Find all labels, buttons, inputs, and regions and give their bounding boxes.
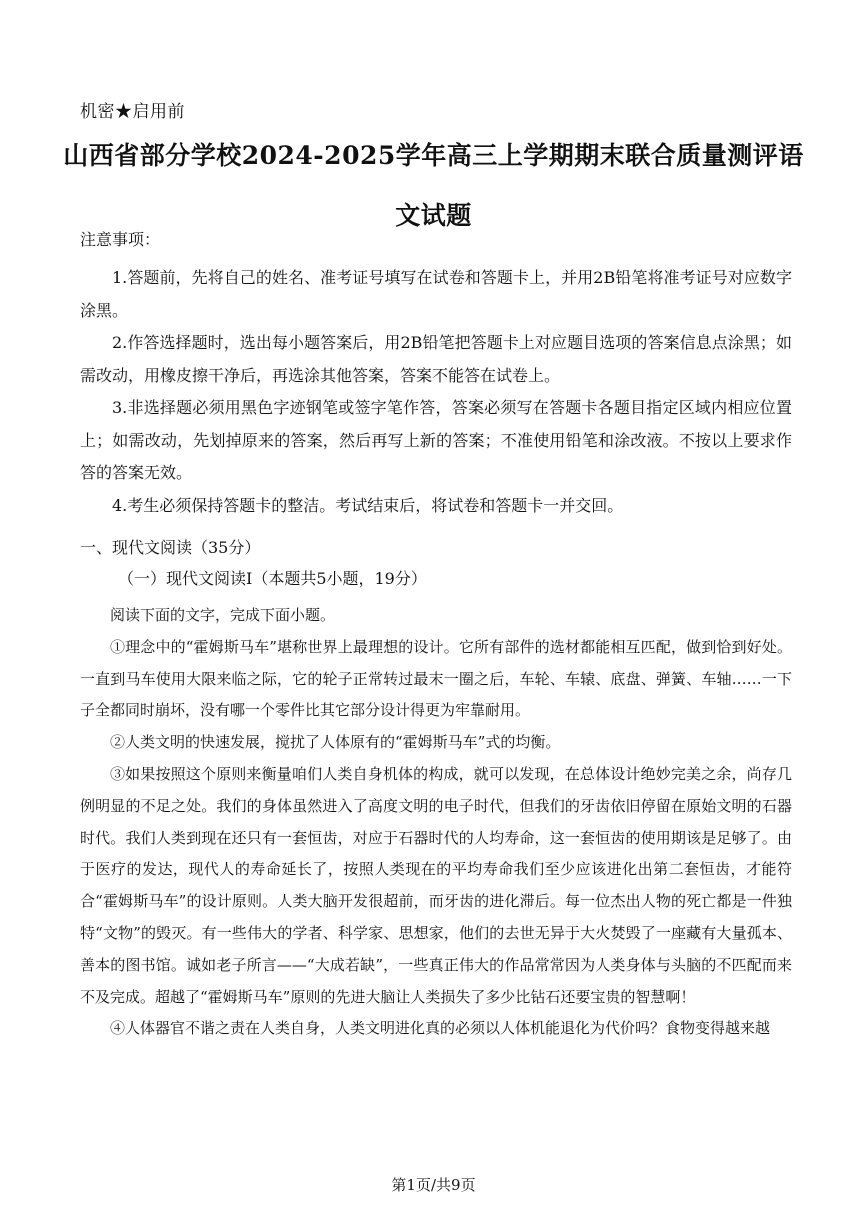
passage-instruction: 阅读下面的文字，完成下面小题。	[110, 606, 336, 624]
notice-item: 4.考生必须保持答题卡的整洁。考试结束后，将试卷和答题卡一并交回。	[112, 495, 624, 515]
notice-item: 1.答题前，先将自己的姓名、准考证号填写在试卷和答题卡上，并用2B铅笔将准考证号对应数字涂黑。	[80, 268, 792, 320]
section-heading: 一、现代文阅读（35分）	[80, 538, 261, 557]
page-number: 第1页/共9页	[391, 1176, 476, 1194]
notice-heading: 注意事项：	[80, 230, 161, 249]
passage-paragraph: ④人体器官不谐之责在人类自身，人类文明进化真的必须以人体机能退化为代价吗？食物变得越来越	[110, 1019, 771, 1038]
passage-paragraph: ①理念中的“霍姆斯马车”堪称世界上最理想的设计。它所有部件的选材都能相互匹配，做到恰到好处。一直到马车使用大限来临之际，它的轮子正常转过最末一圈之后，车轮、车辕、底盘、弹簧、车轴……一下子全都同时崩坏，没有哪一个零件比其它部分设计得更为牢靠耐用。	[80, 637, 792, 720]
confidential-mark: 机密★启用前	[80, 102, 185, 122]
reading-passage	[80, 600, 792, 1045]
notice-item: 2.作答选择题时，选出每小题答案后，用2B铅笔把答题卡上对应题目选项的答案信息点涂黑；如需改动，用橡皮擦干净后，再选涂其他答案，答案不能答在试卷上。	[80, 333, 792, 385]
subsection-heading: （一）现代文阅读Ⅰ（本题共5小题，19分）	[118, 569, 427, 588]
passage-paragraph: ③如果按照这个原则来衡量咱们人类自身机体的构成，就可以发现，在总体设计绝妙完美之余，尚存几例明显的不足之处。我们的身体虽然进入了高度文明的电子时代，但我们的牙齿依旧停留在原始文明的石器时代。我们人类到现在还只有一套恒齿，对应于石器时代的人均寿命，这一套恒齿的使用期该是足够了。由于医疗的发达，现代人的寿命延长了，按照人类现在的平均寿命我们至少应该进化出第二套恒齿，才能符合“霍姆斯马车”的设计原则。人类大脑开发很超前，而牙齿的进化滞后。每一位杰出人物的死亡都是一件独特“文物”的毁灭。有一些伟大的学者、科学家、思想家，他们的去世无异于大火焚毁了一座藏有大量孤本、善本的图书馆。诚如老子所言——“大成若缺”，一些真正伟大的作品常常因为人类身体与头脑的不匹配而来不及完成。超越了“霍姆斯马车”原则的先进大脑让人类损失了多少比钻石还要宝贵的智慧啊！	[80, 764, 792, 1006]
exam-title: 山西省部分学校2024-2025学年高三上学期期末联合质量测评语文试题	[63, 141, 804, 230]
notice-list	[80, 262, 792, 522]
notice-item: 3.非选择题必须用黑色字迹钢笔或签字笔作答，答案必须写在答题卡各题目指定区域内相应位置上；如需改动，先划掉原来的答案，然后再写上新的答案；不准使用铅笔和涂改液。不按以上要求作答的答案无效。	[80, 398, 792, 482]
passage-paragraph: ②人类文明的快速发展，搅扰了人体原有的“霍姆斯马车”式的均衡。	[110, 733, 561, 752]
